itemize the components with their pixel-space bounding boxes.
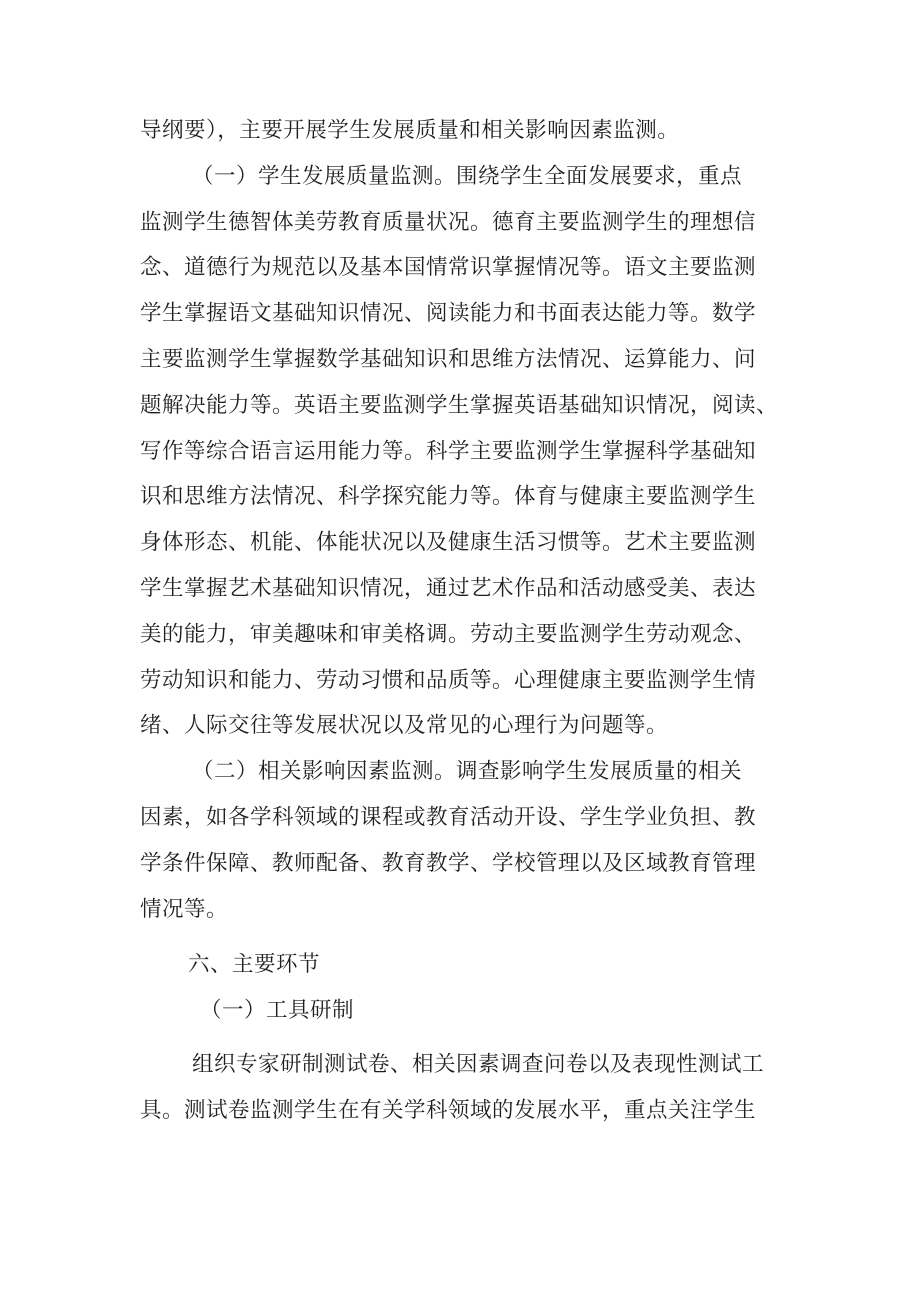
text-line: 学条件保障、教师配备、教育教学、学校管理以及区域教育管理 [140, 850, 757, 876]
text-line: 学生掌握艺术基础知识情况，通过艺术作品和活动感受美、表达 [140, 575, 757, 601]
text-line: 劳动知识和能力、劳动习惯和品质等。心理健康主要监测学生情 [140, 667, 757, 693]
text-line: 因素，如各学科领域的课程或教育活动开设、学生学业负担、教 [140, 804, 757, 830]
chapter-heading: 六、主要环节 [188, 952, 321, 978]
text-line: 监测学生德智体美劳教育质量状况。德育主要监测学生的理想信 [140, 209, 757, 235]
subsection-heading: （一）工具研制 [200, 998, 355, 1024]
text-line: 具。测试卷监测学生在有关学科领域的发展水平，重点关注学生 [140, 1097, 757, 1123]
text-line: 识和思维方法情况、科学探究能力等。体育与健康主要监测学生 [140, 484, 757, 510]
section-2-heading-line: （二）相关影响因素监测。调查影响学生发展质量的相关 [192, 759, 743, 785]
section-1-heading-line: （一）学生发展质量监测。围绕学生全面发展要求，重点 [192, 163, 743, 189]
text-line: 绪、人际交往等发展状况以及常见的心理行为问题等。 [140, 713, 669, 739]
text-line: 组织专家研制测试卷、相关因素调查问卷以及表现性测试工 [192, 1051, 765, 1077]
text-line: 写作等综合语言运用能力等。科学主要监测学生掌握科学基础知 [140, 438, 757, 464]
text-line: 题解决能力等。英语主要监测学生掌握英语基础知识情况，阅读、 [140, 392, 779, 418]
text-line: 身体形态、机能、体能状况以及健康生活习惯等。艺术主要监测 [140, 530, 757, 556]
text-line: 导纲要），主要开展学生发展质量和相关影响因素监测。 [140, 118, 680, 143]
text-line: 学生掌握语文基础知识情况、阅读能力和书面表达能力等。数学 [140, 301, 757, 327]
text-line: 念、道德行为规范以及基本国情常识掌握情况等。语文主要监测 [140, 255, 757, 281]
text-line: 主要监测学生掌握数学基础知识和思维方法情况、运算能力、问 [140, 346, 757, 372]
body-text [140, 108, 780, 1134]
text-line: 美的能力，审美趣味和审美格调。劳动主要监测学生劳动观念、 [140, 621, 757, 647]
text-line: 情况等。 [140, 896, 229, 922]
